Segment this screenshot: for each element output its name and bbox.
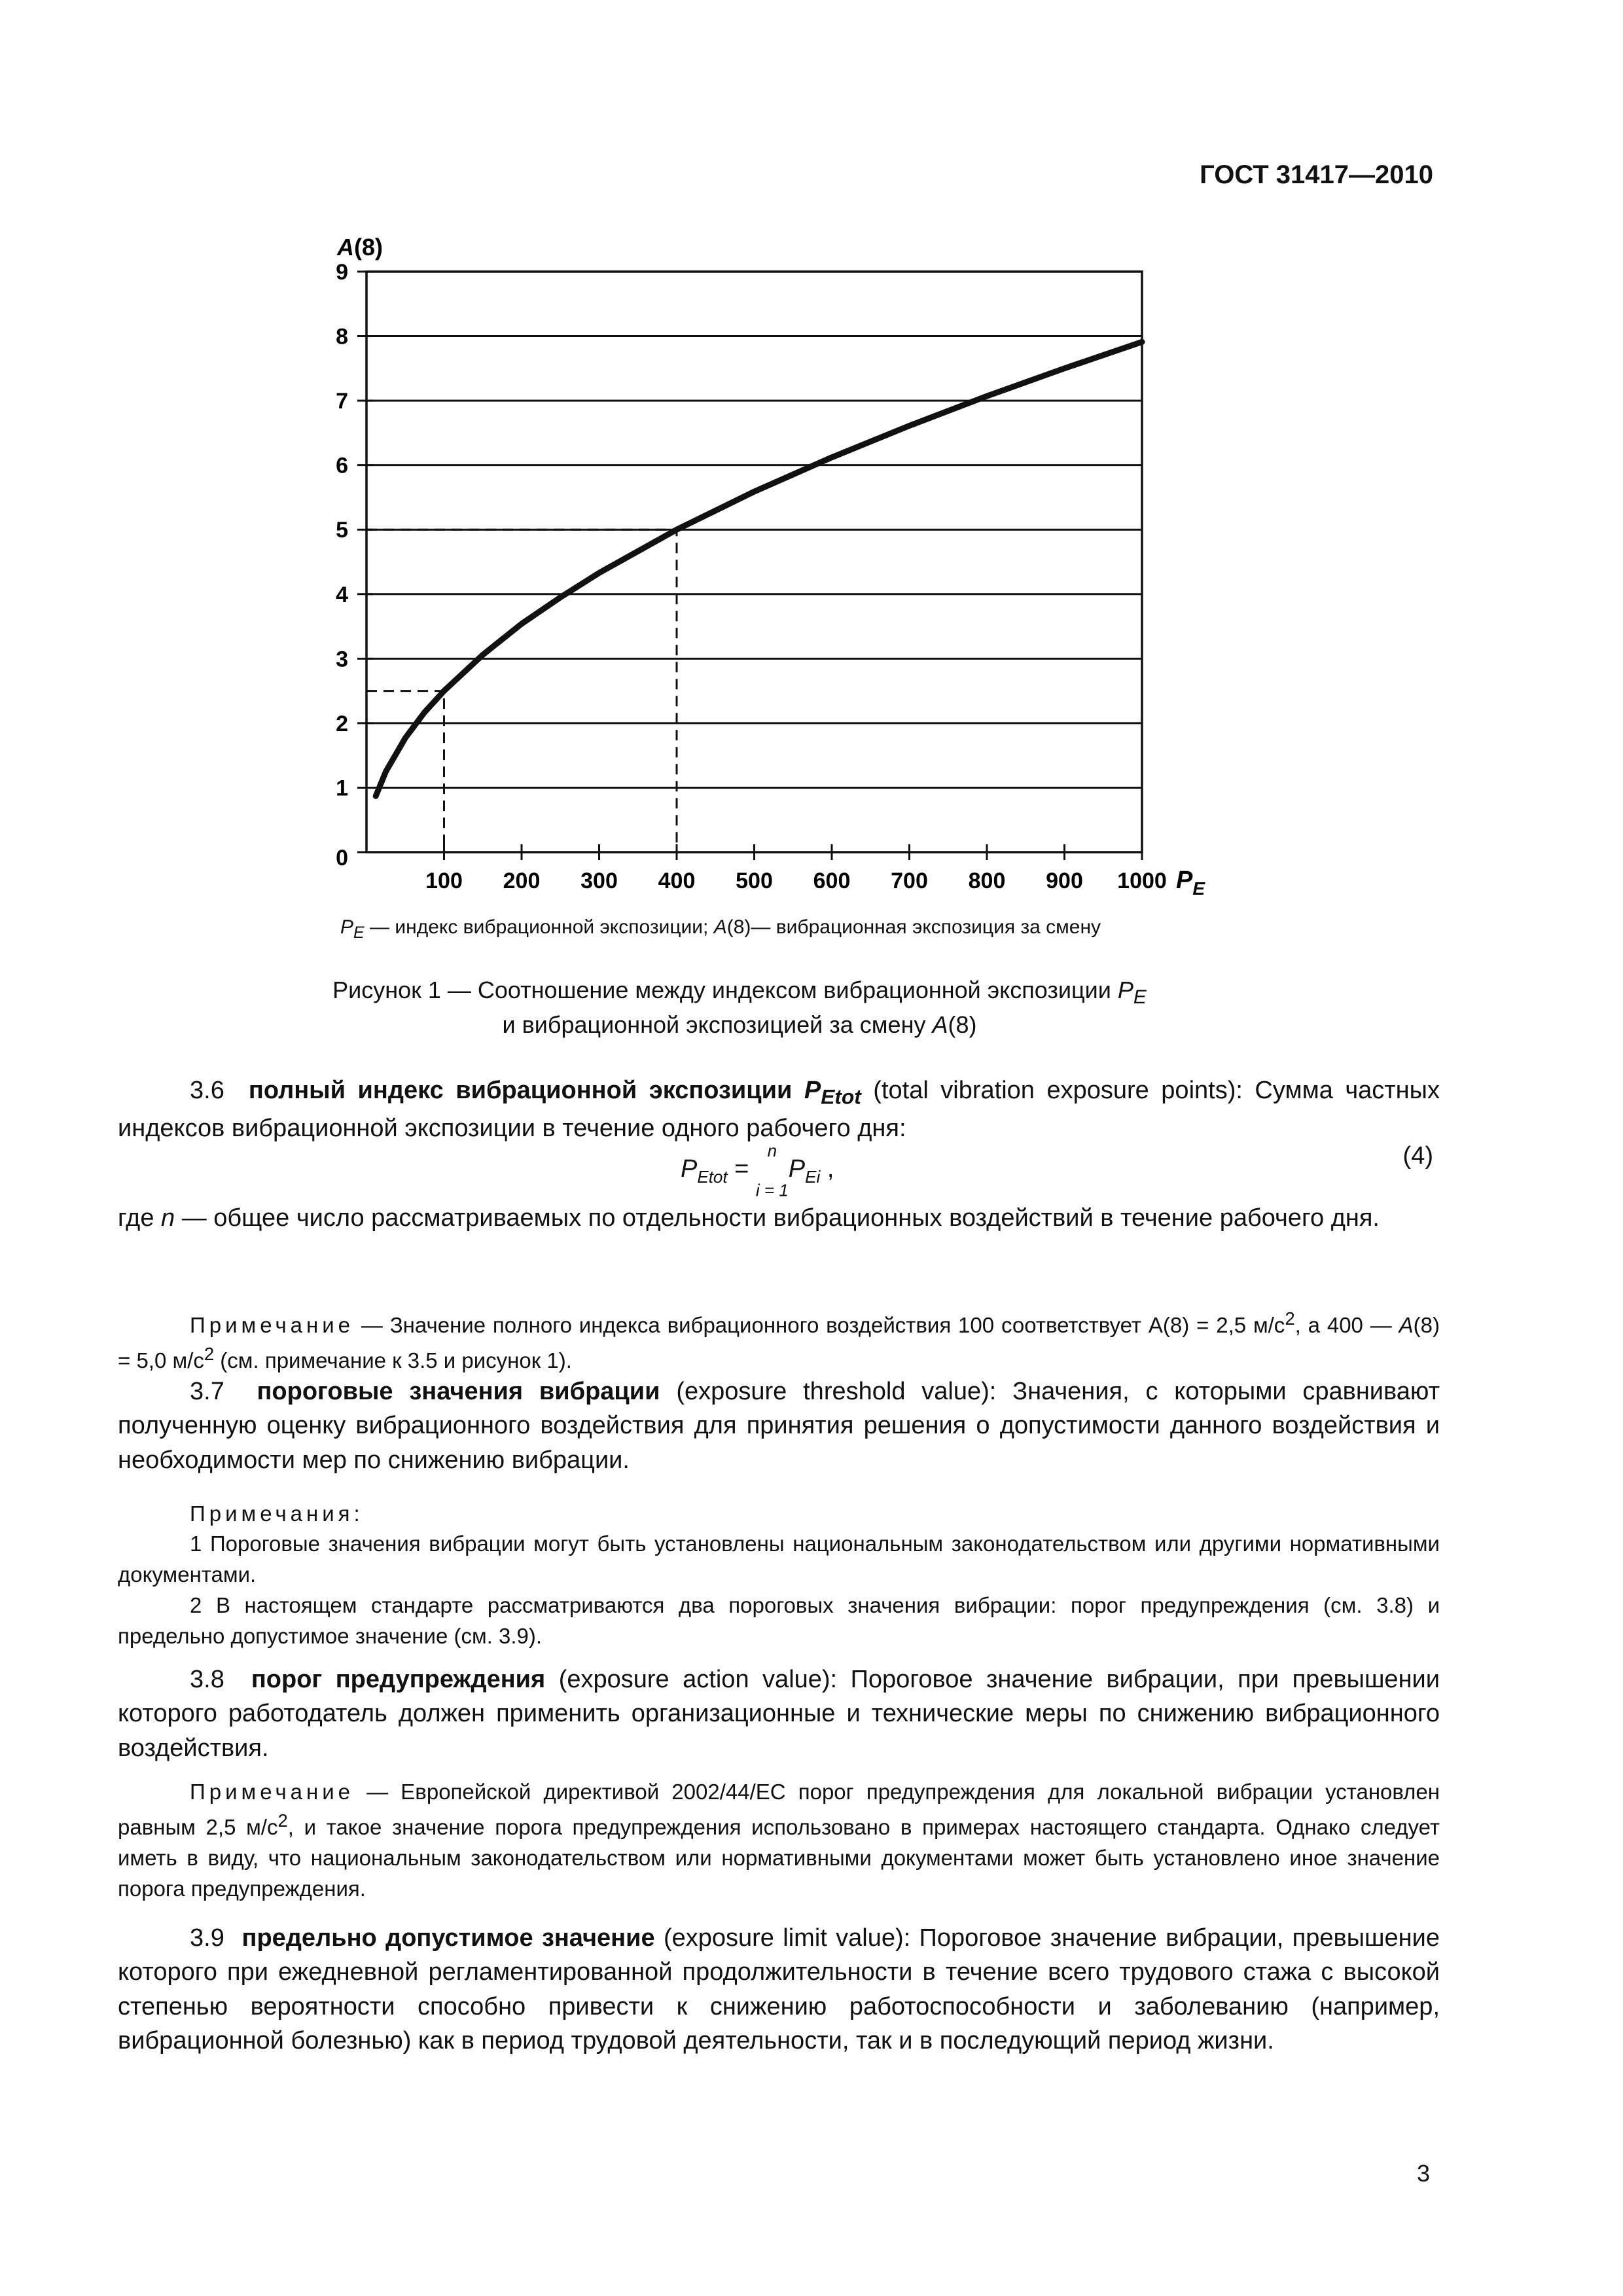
x-tick-label: 1000: [1117, 869, 1167, 893]
note-text: — Значение полного индекса вибрационного воздействия 100 соответствует A(8) = 2,5 м/с: [354, 1313, 1285, 1337]
x-tick-label: 600: [813, 869, 851, 893]
section-number: 3.6: [190, 1077, 224, 1104]
y-tick-label: 2: [336, 711, 348, 736]
note-sup-2: 2: [204, 1343, 215, 1364]
x-axis-label: $P_E$: [1176, 867, 1205, 899]
formula-tail: ,: [820, 1155, 834, 1183]
caption-line2: и вибрационной экспозицией за смену: [502, 1011, 933, 1039]
formula-term-sub: Ei: [805, 1166, 821, 1187]
figure-legend: [340, 916, 1276, 942]
caption-line1: Рисунок 1 — Соотношение между индексом вибрационной экспозиции: [332, 977, 1118, 1003]
note-sup: 2: [1285, 1308, 1295, 1329]
term-definition: (total vibration exposure points): Сумма частных индексов вибрационной экспозиции в течение одного рабочего дня:: [118, 1077, 1440, 1143]
y-tick-label: 7: [336, 389, 348, 414]
exposure-chart: [327, 216, 1243, 903]
x-tick-label: 400: [658, 869, 696, 893]
x-tick-label: 200: [503, 869, 541, 893]
term-title: пороговые значения вибрации: [257, 1378, 660, 1405]
note-3-7-1: 1 Пороговые значения вибрации могут быть установлены национальным законодательством или другими нормативными документами.: [118, 1532, 1440, 1587]
y-tick-label: 9: [336, 260, 348, 285]
note-sup: 2: [277, 1810, 288, 1831]
y-tick-label: 6: [336, 453, 348, 478]
term-title: порог предупреждения: [251, 1666, 546, 1693]
y-tick-label: 3: [336, 647, 348, 672]
formula-lhs-sub: Etot: [697, 1166, 728, 1187]
x-tick-label: 900: [1046, 869, 1083, 893]
term-definition: (exposure limit value): Пороговое значение вибрации, превышение которого при ежедневной регламентированной продолжительности в течение всего трудового стажа с высокой степенью вероятности способно привести к снижению работоспособности и заболеванию (например, вибрационной болезнью) как в период трудовой деятельности, так и в последующий период жизни.: [118, 1924, 1440, 2055]
reference-line: [366, 691, 444, 852]
term-definition: (exposure threshold value): Значения, с которыми сравнивают полученную оценку вибрационного воздействия для принятия решения о допустимости данного воздействия и необходимости мер по снижению вибрации.: [118, 1378, 1440, 1474]
notes-3-7-label: Примечания:: [190, 1501, 364, 1526]
note-a: A: [1399, 1313, 1414, 1337]
note-text-2: , а 400 —: [1294, 1313, 1399, 1337]
x-tick-label: 100: [425, 869, 463, 893]
note-text-4: (см. примечание к 3.5 и рисунок 1).: [214, 1348, 572, 1372]
where-n: n: [161, 1204, 175, 1232]
equation-number: (4): [1402, 1142, 1433, 1170]
formula-lower: i = 1: [755, 1180, 789, 1200]
note-text-3: (8) = 5,0 м/с: [118, 1313, 1440, 1372]
x-tick-label: 800: [968, 869, 1006, 893]
section-number: 3.9: [190, 1924, 224, 1952]
formula-4: [681, 1142, 834, 1198]
legend-a8-text: (8)— вибрационная экспозиция за смену: [726, 916, 1101, 938]
y-tick-label: 1: [336, 776, 348, 801]
series-line: [376, 342, 1142, 796]
legend-pe-text: — индекс вибрационной экспозиции;: [364, 916, 714, 938]
legend-a8-symbol: A: [713, 916, 727, 938]
section-3-8: [118, 1662, 1440, 1765]
formula-lhs: P: [681, 1155, 698, 1183]
x-tick-label: 700: [891, 869, 928, 893]
formula-term: P: [788, 1155, 806, 1183]
x-tick-label: 500: [736, 869, 773, 893]
x-tick-label: 300: [580, 869, 618, 893]
note-label: Примечание: [190, 1780, 355, 1804]
term-symbol: P: [804, 1077, 821, 1104]
where-clause: [118, 1201, 1440, 1235]
formula-eq: =: [727, 1155, 756, 1183]
term-title: предельно допустимое значение: [241, 1924, 655, 1952]
legend-pe-symbol: P: [340, 916, 354, 938]
section-3-7: [118, 1374, 1440, 1477]
where-lead: где: [118, 1204, 162, 1232]
y-tick-label: 5: [336, 518, 348, 543]
note-3-7-2: 2 В настоящем стандарте рассматриваются два пороговых значения вибрации: порог предупреждения (см. 3.8) и предельно допустимое значение (см. 3.9).: [118, 1593, 1440, 1648]
note-3-8: [118, 1777, 1440, 1904]
y-tick-label: 8: [336, 324, 348, 350]
term-definition: (exposure action value): Пороговое значение вибрации, при превышении которого работодатель должен применить организационные и технические меры по снижению вибрационного воздействия.: [118, 1666, 1440, 1762]
y-tick-label: 0: [336, 846, 348, 870]
caption-symbol-p: P: [1117, 977, 1133, 1003]
y-axis-label: A(8): [337, 234, 383, 260]
caption-symbol-e: E: [1133, 986, 1147, 1009]
caption-symbol-a-tail: (8): [948, 1011, 977, 1039]
section-3-9: [118, 1921, 1440, 2058]
note-text: — Европейской директивой 2002/44/ЕС порог предупреждения для локальной вибрации установлен равным 2,5 м/с: [118, 1780, 1440, 1839]
figure-caption: [281, 975, 1198, 1041]
term-title: полный индекс вибрационной экспозиции: [248, 1077, 804, 1104]
caption-symbol-a: A: [932, 1011, 948, 1039]
section-3-6: [118, 1073, 1440, 1146]
page-number: 3: [1416, 2160, 1430, 2187]
reference-line: [366, 529, 677, 852]
where-text: — общее число рассматриваемых по отдельности вибрационных воздействий в течение рабочего дня.: [175, 1204, 1380, 1232]
term-subscript: Etot: [821, 1085, 861, 1109]
note-label: Примечание: [190, 1313, 355, 1337]
legend-pe-subscript: E: [353, 924, 365, 942]
plot-frame: [366, 272, 1142, 852]
y-tick-label: 4: [336, 582, 348, 607]
note-3-6: [118, 1306, 1440, 1376]
section-number: 3.7: [190, 1378, 224, 1405]
document-id: ГОСТ 31417—2010: [1200, 160, 1433, 189]
section-number: 3.8: [190, 1666, 224, 1693]
note-text-2: , и такое значение порога предупреждения использовано в примерах настоящего стандарта. Однако следует иметь в виду, что национальным законодательством или нормативными документами может быть установлено иное значение порога предупреждения.: [118, 1814, 1440, 1901]
formula-upper: n: [767, 1141, 777, 1160]
